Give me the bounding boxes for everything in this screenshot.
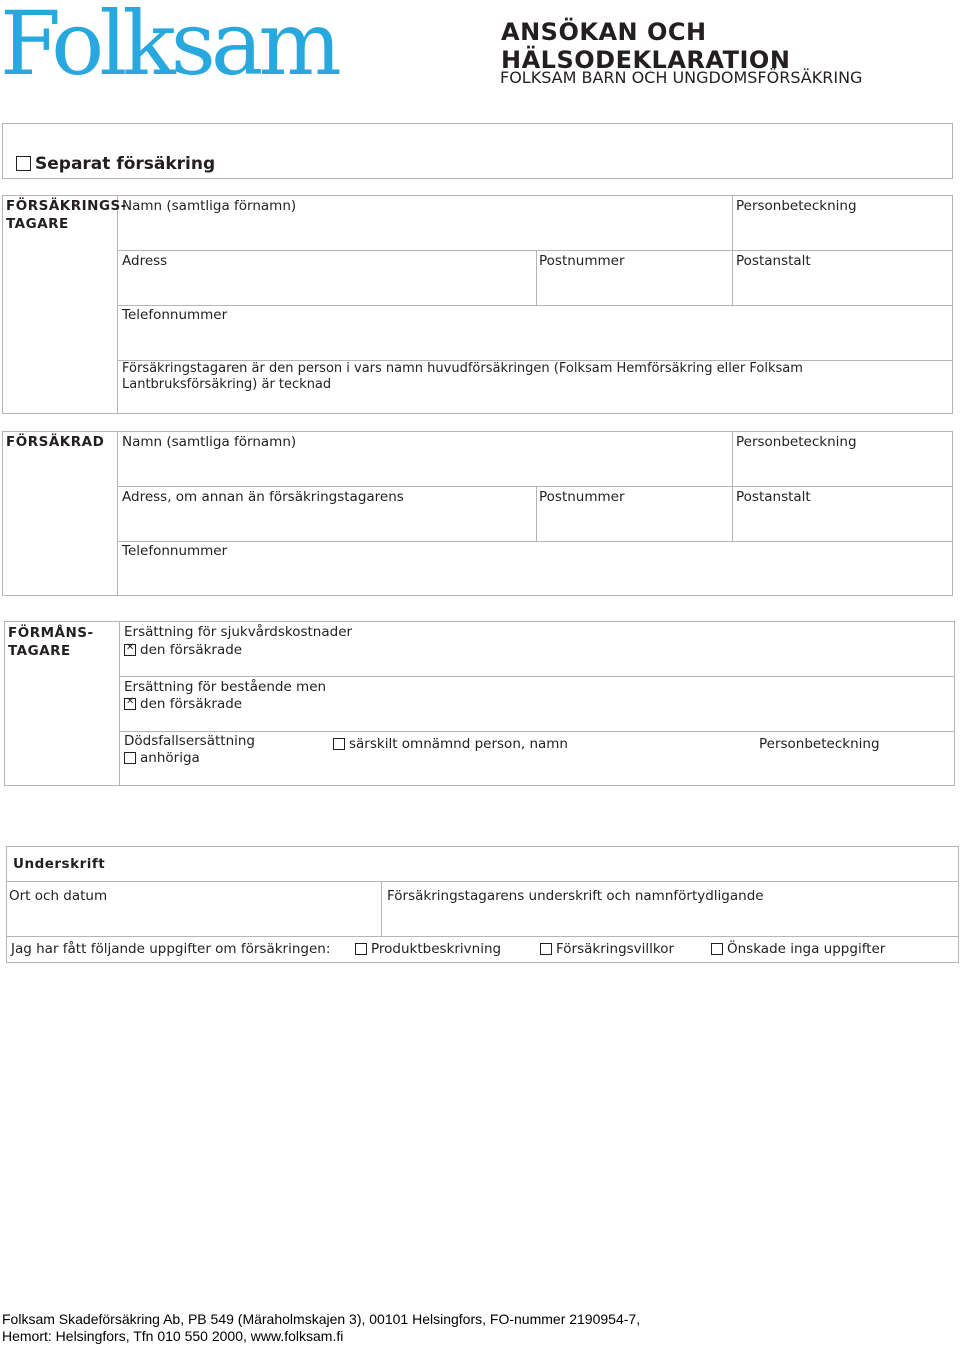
insured-address-label: Adress, om annan än försäkringstagarens bbox=[122, 489, 404, 505]
insurance-terms-option[interactable] bbox=[540, 941, 674, 957]
policyholder-name-label: Namn (samtliga förnamn) bbox=[122, 198, 297, 214]
signature-label: Försäkringstagarens underskrift och namnförtydligande bbox=[387, 888, 764, 904]
insured-heading: FÖRSÄKRAD bbox=[6, 434, 105, 450]
separate-insurance-option[interactable] bbox=[16, 154, 215, 174]
beneficiary-pid-label: Personbeteckning bbox=[759, 736, 880, 752]
insured-name-label: Namn (samtliga förnamn) bbox=[122, 434, 297, 450]
insured-postal-office-label: Postanstalt bbox=[736, 489, 811, 505]
policyholder-phone-field[interactable] bbox=[117, 305, 953, 361]
policyholder-postal-code-label: Postnummer bbox=[539, 253, 625, 269]
place-date-label: Ort och datum bbox=[9, 888, 108, 904]
medical-costs-option[interactable] bbox=[124, 642, 242, 658]
policyholder-note: Försäkringstagaren är den person i vars namn huvudförsäkringen (Folksam Hemförsäkring eller Folksam Lantbruksförsäkring) är tecknad bbox=[122, 361, 803, 392]
folksam-logo: Folksam bbox=[0, 0, 337, 95]
document-title: ANSÖKAN OCH HÄLSODEKLARATION bbox=[501, 18, 791, 74]
policyholder-pid-label: Personbeteckning bbox=[736, 198, 857, 214]
disability-label: Ersättning för bestående men bbox=[124, 679, 327, 695]
beneficiary-heading: FÖRMÅNS- TAGARE bbox=[8, 625, 94, 659]
death-relatives-option[interactable] bbox=[124, 750, 200, 766]
policyholder-heading: FÖRSÄKRINGS- TAGARE bbox=[6, 198, 127, 232]
medical-costs-checkbox[interactable] bbox=[124, 644, 136, 656]
death-relatives-checkbox[interactable] bbox=[124, 752, 136, 764]
disability-option-label: den försäkrade bbox=[140, 696, 243, 712]
insurance-terms-label: Försäkringsvillkor bbox=[556, 941, 675, 957]
insured-pid-label: Personbeteckning bbox=[736, 434, 857, 450]
product-description-checkbox[interactable] bbox=[355, 943, 367, 955]
policyholder-address-label: Adress bbox=[122, 253, 168, 269]
separate-insurance-label: Separat försäkring bbox=[35, 154, 216, 174]
policyholder-phone-label: Telefonnummer bbox=[122, 307, 228, 323]
named-person-checkbox[interactable] bbox=[333, 738, 345, 750]
no-info-option[interactable] bbox=[711, 941, 885, 957]
no-info-checkbox[interactable] bbox=[711, 943, 723, 955]
policyholder-postal-office-label: Postanstalt bbox=[736, 253, 811, 269]
document-subtitle: FOLKSAM BARN OCH UNGDOMSFÖRSÄKRING bbox=[500, 68, 863, 87]
death-benefit-label: Dödsfallsersättning bbox=[124, 733, 255, 749]
death-relatives-label: anhöriga bbox=[140, 750, 200, 766]
medical-costs-option-label: den försäkrade bbox=[140, 642, 243, 658]
insured-phone-label: Telefonnummer bbox=[122, 543, 228, 559]
insured-postal-code-label: Postnummer bbox=[539, 489, 625, 505]
disability-checkbox[interactable] bbox=[124, 698, 136, 710]
disability-option[interactable] bbox=[124, 696, 242, 712]
insurance-terms-checkbox[interactable] bbox=[540, 943, 552, 955]
separate-insurance-checkbox[interactable] bbox=[16, 156, 31, 171]
signature-heading: Underskrift bbox=[13, 856, 106, 872]
medical-costs-label: Ersättning för sjukvårdskostnader bbox=[124, 624, 353, 640]
footer-line-2: Hemort: Helsingfors, Tfn 010 550 2000, www.folksam.fi bbox=[2, 1328, 344, 1344]
no-info-label: Önskade inga uppgifter bbox=[727, 941, 886, 957]
product-description-option[interactable] bbox=[355, 941, 501, 957]
insured-phone-field[interactable] bbox=[117, 541, 953, 596]
policyholder-address-field[interactable] bbox=[117, 250, 537, 306]
product-description-label: Produktbeskrivning bbox=[371, 941, 502, 957]
received-info-label: Jag har fått följande uppgifter om försäkringen: bbox=[11, 941, 331, 957]
named-person-option[interactable] bbox=[333, 736, 568, 752]
footer-line-1: Folksam Skadeförsäkring Ab, PB 549 (Märaholmskajen 3), 00101 Helsingfors, FO-nummer 2190954-7, bbox=[2, 1311, 641, 1327]
named-person-label: särskilt omnämnd person, namn bbox=[349, 736, 568, 752]
company-footer bbox=[2, 1311, 640, 1345]
